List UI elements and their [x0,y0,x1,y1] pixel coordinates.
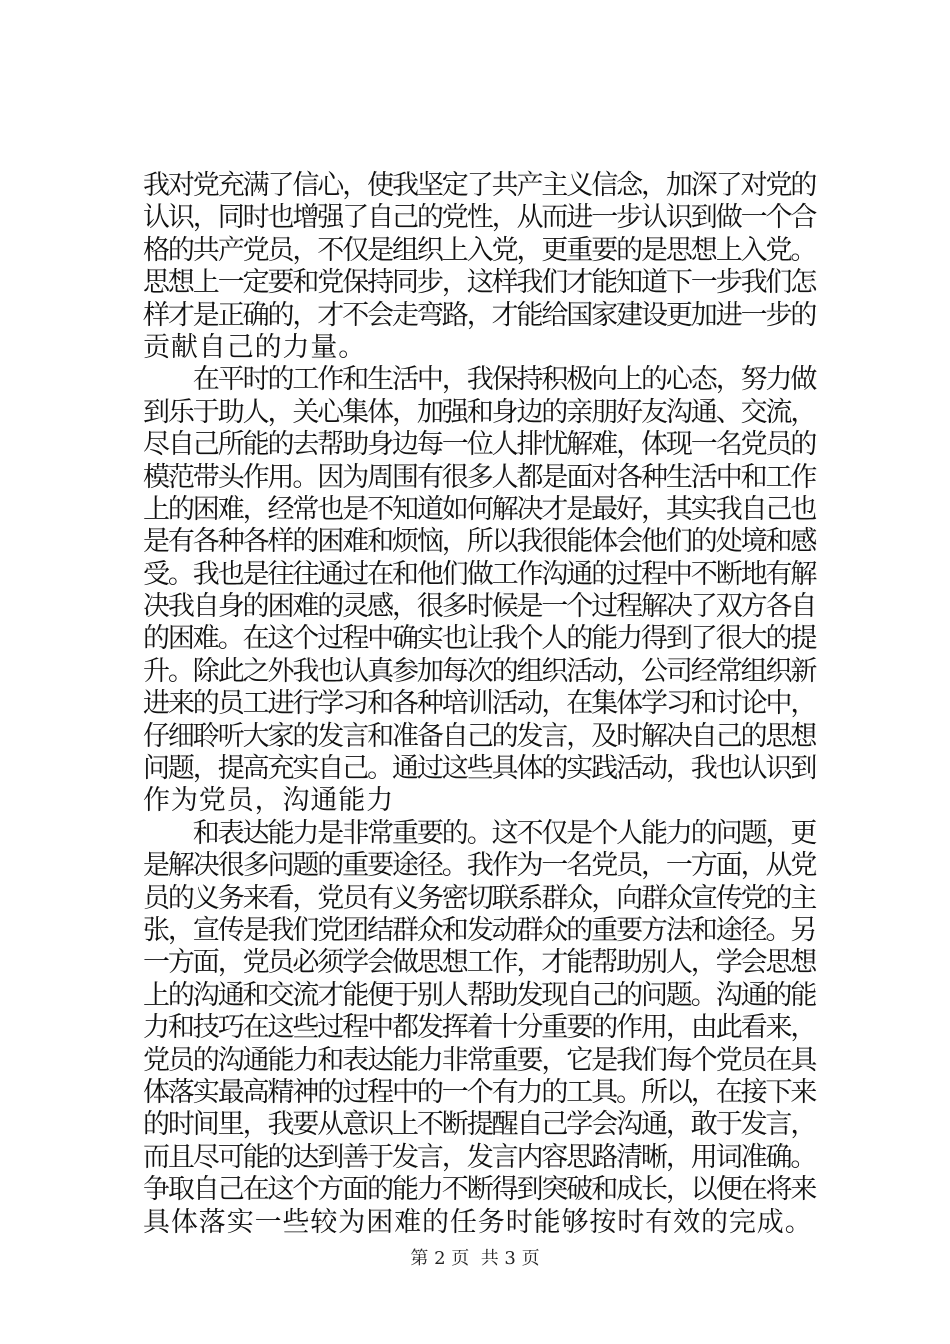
text-line: 到乐于助人，关心集体，加强和身边的亲朋好友沟通、交流， [143,396,816,428]
text-line: 尽自己所能的去帮助身边每一位人排忧解难，体现一名党员的 [143,429,816,461]
text-line: 上的沟通和交流才能便于别人帮助发现自己的问题。沟通的能 [143,979,816,1011]
text-line: 的时间里，我要从意识上不断提醒自己学会沟通，敢于发言， [143,1109,816,1141]
text-line: 受。我也是往往通过在和他们做工作沟通的过程中不断地有解 [143,558,816,590]
text-line: 进来的员工进行学习和各种培训活动，在集体学习和讨论中， [143,688,816,720]
text-line: 样才是正确的，才不会走弯路，才能给国家建设更加进一步的 [143,299,816,331]
text-line: 力和技巧在这些过程中都发挥着十分重要的作用，由此看来， [143,1012,816,1044]
text-line: 员的义务来看，党员有义务密切联系群众，向群众宣传党的主 [143,882,816,914]
text-line: 升。除此之外我也认真参加每次的组织活动，公司经常组织新 [143,655,816,687]
text-line: 在平时的工作和生活中，我保持积极向上的心态，努力做 [143,364,816,396]
text-line: 仔细聆听大家的发言和准备自己的发言，及时解决自己的思想 [143,720,816,752]
text-line: 一方面，党员必须学会做思想工作，才能帮助别人，学会思想 [143,947,816,979]
text-line: 张，宣传是我们党团结群众和发动群众的重要方法和途径。另 [143,914,816,946]
text-line: 党员的沟通能力和表达能力非常重要，它是我们每个党员在具 [143,1044,816,1076]
text-line: 作为党员，沟通能力 [143,785,395,817]
document-body [143,170,815,1239]
text-line: 而且尽可能的达到善于发言，发言内容思路清晰，用词准确。 [143,1141,816,1173]
text-line: 认识，同时也增强了自己的党性，从而进一步认识到做一个合 [143,202,816,234]
text-line: 争取自己在这个方面的能力不断得到突破和成长，以便在将来 [143,1174,816,1206]
text-line: 模范带头作用。因为周围有很多人都是面对各种生活中和工作 [143,461,816,493]
text-line: 我对党充满了信心，使我坚定了共产主义信念，加深了对党的 [143,170,816,201]
text-line: 体落实最高精神的过程中的一个有力的工具。所以，在接下来 [143,1076,816,1108]
page-number-footer: 第 2 页 共 3 页 [410,1248,540,1269]
text-line: 是解决很多问题的重要途径。我作为一名党员，一方面，从党 [143,850,816,882]
text-line: 是有各种各样的困难和烦恼，所以我很能体会他们的处境和感 [143,526,816,558]
text-line: 问题，提高充实自己。通过这些具体的实践活动，我也认识到 [143,753,816,785]
text-line: 贡献自己的力量。 [143,331,367,363]
text-line: 格的共产党员，不仅是组织上入党，更重要的是思想上入党。 [143,234,816,266]
text-line: 的困难。在这个过程中确实也让我个人的能力得到了很大的提 [143,623,816,655]
text-line: 具体落实一些较为困难的任务时能够按时有效的完成。 [143,1206,813,1238]
text-line: 决我自身的困难的灵感，很多时候是一个过程解决了双方各自 [143,591,816,623]
text-line: 和表达能力是非常重要的。这不仅是个人能力的问题，更 [143,817,816,849]
text-line: 思想上一定要和党保持同步，这样我们才能知道下一步我们怎 [143,267,816,299]
text-line: 上的困难，经常也是不知道如何解决才是最好，其实我自己也 [143,493,816,525]
